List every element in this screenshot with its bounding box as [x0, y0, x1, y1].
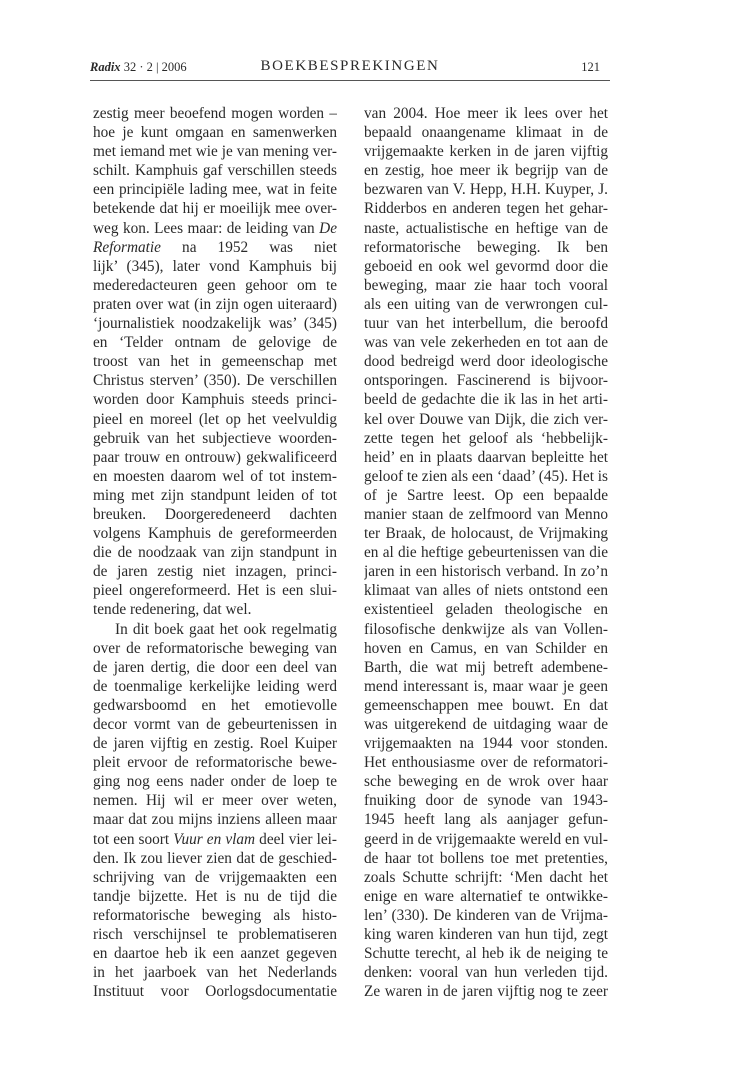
journal-name: Radix	[90, 60, 121, 74]
page-number: 121	[581, 60, 600, 74]
issue-info: 32 · 2 | 2006	[123, 60, 187, 74]
text-line: Barth, die wat mij betreft adembene-	[364, 658, 608, 676]
text-line: mederedacteuren geen gehoor om te	[93, 276, 337, 294]
text-line: ter Braak, de holocaust, de Vrijmaking	[364, 525, 608, 543]
text-line: de jaren zestig niet inzagen, princi-	[93, 563, 337, 581]
text-line: maar dat zou mijns inziens alleen maar	[93, 811, 337, 829]
italic-title: Vuur en vlam	[173, 830, 256, 848]
text-line: volgens Kamphuis de gereformeerden	[93, 525, 337, 543]
text-segment: weg kon. Lees maar: de leiding van	[93, 219, 320, 237]
text-line: tuur van het interbellum, die beroofd	[364, 315, 608, 333]
text-line	[93, 219, 337, 238]
text-line: jaren in een historisch verband. In zo’n	[364, 563, 608, 581]
text-line: van 2004. Hoe meer ik lees over het	[364, 105, 608, 122]
text-line: worden door Kamphuis steeds princi-	[93, 391, 337, 409]
text-line: risch verschijnsel te problematiseren	[93, 926, 337, 944]
text-line: beeld de gedachte die ik las in het arti-	[364, 391, 608, 409]
text-line: in het jaarboek van het Nederlands	[93, 964, 337, 982]
text-line: reformatorische beweging. Ik ben	[364, 238, 608, 256]
text-line: Het enthousiasme over de reformatori-	[364, 754, 608, 772]
text-line: en moesten daarom wel of tot instem-	[93, 467, 337, 485]
text-line: pieel en moreel (let op het veelvuldig	[93, 410, 337, 428]
text-line: naste, actualistische en heftige van de	[364, 219, 608, 237]
text-line: kel over Douwe van Dijk, die zich ver-	[364, 410, 608, 428]
text-line: met iemand met wie je van mening ver-	[93, 143, 337, 161]
text-line: zette tegen het geloof als ‘hebbelijk-	[364, 429, 608, 447]
text-line: de jaren dertig, die door een deel van	[93, 658, 337, 676]
text-line: Christus sterven’ (350). De verschillen	[93, 372, 337, 390]
text-line	[93, 830, 337, 849]
text-line: over de reformatorische beweging van	[93, 639, 337, 657]
text-line: die de noodzaak van zijn standpunt in	[93, 544, 337, 562]
text-line: en zestig, hoe meer ik begrijp van de	[364, 162, 608, 180]
text-line: denken: vooral van hun verleden tijd.	[364, 964, 608, 982]
text-line: schilt. Kamphuis gaf verschillen steeds	[93, 162, 337, 180]
text-line: zoals Schutte schrijft: ‘Men dacht het	[364, 868, 608, 886]
text-line: en daartoe heb ik een aanzet gegeven	[93, 945, 337, 963]
text-line: bezwaren van V. Hepp, H.H. Kuyper, J.	[364, 181, 608, 199]
text-line: was van vele zekerheden en tot aan de	[364, 334, 608, 352]
text-line: tende redenering, dat wel.	[93, 601, 252, 619]
text-line: breuken. Doorgeredeneerd dachten	[93, 505, 337, 523]
text-column-left	[93, 104, 337, 1001]
text-segment: na 1952 was niet	[182, 238, 337, 256]
italic-title: Reformatie	[93, 238, 161, 256]
text-line: filosofische denkwijze als van Vollen-	[364, 620, 608, 638]
text-line: en ‘Telder ontnam de gelovige de	[93, 334, 337, 352]
text-line: lijk’ (345), later vond Kamphuis bij	[93, 257, 337, 275]
text-line: Instituut voor Oorlogsdocumentatie	[93, 983, 337, 1001]
text-line: dood bedreigd werd door ideologische	[364, 353, 608, 371]
text-line: Schutte terecht, al heb ik de neiging te	[364, 945, 608, 963]
text-line: of je Sartre leest. Op een bepaalde	[364, 486, 608, 504]
text-line: was uitgerekend de uitdaging waar de	[364, 716, 608, 733]
text-line: existentieel geladen theologische en	[364, 601, 608, 619]
text-line: vrijgemaakte kerken in de jaren vijftig	[364, 143, 608, 161]
text-line: gedwarsboomd en het emotievolle	[93, 696, 337, 714]
text-line: reformatorische beweging als histo-	[93, 906, 337, 924]
text-line: 1945 heeft lang als aanjager gefun-	[364, 811, 608, 829]
text-line: beweging, maar zie haar toch vooral	[364, 276, 608, 294]
text-line: betekende dat hij er moeilijk mee over-	[93, 200, 337, 218]
text-line: enige en ware alternatief te ontwikke-	[364, 887, 608, 905]
text-line: hoven en Camus, en van Schilder en	[364, 639, 608, 657]
text-segment: tot een soort	[93, 830, 174, 848]
text-line: en al die heftige gebeurtenissen van die	[364, 544, 608, 562]
text-line: Ze waren in de jaren vijftig nog te zeer	[364, 983, 608, 1001]
text-line: ging nog eens nader onder de loep te	[93, 773, 337, 791]
text-segment: deel vier lei-	[255, 830, 337, 848]
text-line: gemeenschappen mee bouwt. En dat	[364, 696, 608, 714]
text-line: heid’ en in plaats daarvan bepleitte het	[364, 448, 608, 466]
text-line: ‘journalistiek noodzakelijk was’ (345)	[93, 315, 337, 333]
text-line: gebruik van het subjectieve woorden-	[93, 429, 337, 447]
text-line: geerd in de vrijgemaakte wereld en vul-	[364, 830, 608, 848]
text-line: geboeid en ook wel gevormd door die	[364, 257, 608, 275]
text-line: een principiële lading mee, wat in feite	[93, 181, 337, 199]
text-line: sche beweging en de wrok over haar	[364, 773, 608, 791]
text-line: king waren kinderen van hun tijd, zegt	[364, 926, 608, 944]
text-line: de haar tot bollens toe met pretenties,	[364, 849, 608, 867]
section-title: BOEKBESPREKINGEN	[260, 58, 440, 74]
text-line: tandje bijzette. Het is nu de tijd die	[93, 887, 337, 905]
running-header	[90, 58, 610, 81]
text-line	[93, 238, 337, 257]
text-line: schrijving van de vrijgemaakten een	[93, 868, 337, 886]
text-line: de toenmalige kerkelijke leiding werd	[93, 677, 337, 695]
text-line: manier staan de zelfmoord van Menno	[364, 505, 608, 523]
text-line: geloof te zien als een ‘daad’ (45). Het is	[364, 467, 608, 485]
text-line: len’ (330). De kinderen van de Vrijma-	[364, 906, 608, 924]
text-line: als een uiting van de verwrongen cul-	[364, 295, 608, 313]
text-line: mend interessant is, maar waar je geen	[364, 677, 608, 695]
text-line: ontsporingen. Fascinerend is bijvoor-	[364, 372, 608, 390]
text-line: nemen. Hij wil er meer over weten,	[93, 792, 337, 810]
text-line: de jaren vijftig en zestig. Roel Kuiper	[93, 735, 337, 753]
text-line: ming met zijn standpunt leiden of tot	[93, 486, 337, 504]
text-line: fnuiking door de synode van 1943-	[364, 792, 608, 810]
text-column-right	[364, 104, 608, 1001]
text-line: pleit ervoor de reformatorische bewe-	[93, 754, 337, 772]
text-line: klimaat van alles of niets ontstond een	[364, 582, 608, 600]
text-line: troost van het in gemeenschap met	[93, 353, 337, 371]
text-line: Ridderbos en anderen tegen het gehar-	[364, 200, 608, 218]
text-line: In dit boek gaat het ook regelmatig	[115, 620, 337, 638]
text-line: den. Ik zou liever zien dat de geschied-	[93, 849, 337, 867]
text-line: pieel ongereformeerd. Het is een slui-	[93, 582, 337, 600]
text-line: praten over wat (in zijn ogen uiteraard)	[93, 295, 337, 313]
text-line: hoe je kunt omgaan en samenwerken	[93, 124, 337, 142]
text-line: vrijgemaakten na 1944 voor stonden.	[364, 735, 608, 753]
text-line: paar trouw en ontrouw) gekwalificeerd	[93, 448, 337, 466]
italic-title: De	[319, 219, 337, 237]
text-line: zestig meer beoefend mogen worden –	[93, 105, 337, 122]
text-line: decor vormt van de gebeurtenissen in	[93, 716, 337, 733]
text-line: bepaald onaangename klimaat in de	[364, 124, 608, 142]
